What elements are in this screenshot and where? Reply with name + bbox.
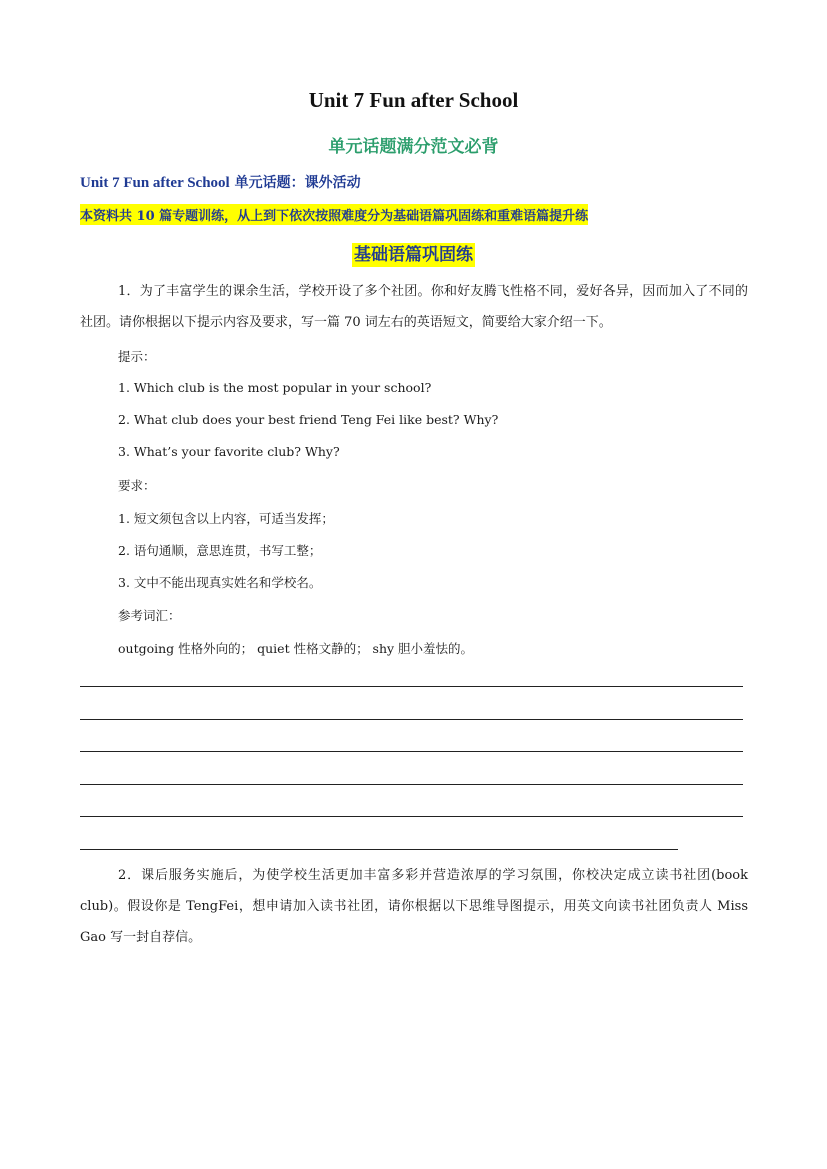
answer-line: [80, 784, 743, 785]
task1-intro: 1．为了丰富学生的课余生活，学校开设了多个社团。你和好友腾飞性格不同，爱好各异，因而加入了不同的社团。请你根据以下提示内容及要求，写一篇 70 词左右的英语短文，简要给大家介绍一下。: [80, 284, 748, 330]
page-title: Unit 7 Fun after School: [308, 88, 519, 112]
task2-intro: 2．课后服务实施后，为使学校生活更加丰富多彩并营造浓厚的学习氛围，你校决定成立读书社团(book club)。假设你是 TengFei，想申请加入读书社团，请你根据以下思维导图提示，用英文向读书社团负责人 Miss Gao 写一封自荐信。: [80, 868, 748, 945]
page-subtitle: 单元话题满分范文必背: [328, 137, 499, 157]
unit-topic-en: Unit 7 Fun after School: [80, 175, 230, 191]
hint-item: 2. What club does your best friend Teng Fei like best? Why?: [118, 412, 499, 427]
answer-line: [80, 816, 743, 817]
requirements-label: 要求：: [118, 478, 156, 493]
vocab-list: outgoing 性格外向的； quiet 性格文静的； shy 胆小羞怯的。: [118, 641, 474, 656]
answer-line: [80, 719, 743, 720]
requirement-item: 2. 语句通顺，意思连贯，书写工整；: [118, 543, 322, 558]
requirement-item: 1. 短文须包含以上内容，可适当发挥；: [118, 511, 334, 526]
hint-item: 1. Which club is the most popular in your school?: [118, 380, 432, 395]
answer-line: [80, 686, 743, 687]
answer-line: [80, 751, 743, 752]
unit-topic-cn: 单元话题：课外活动: [229, 175, 361, 191]
hints-label: 提示：: [118, 349, 156, 364]
requirement-item: 3. 文中不能出现真实姓名和学校名。: [118, 575, 322, 590]
hint-item: 3. What’s your favorite club? Why?: [118, 444, 340, 459]
unit-topic: [80, 172, 361, 192]
answer-line: [80, 849, 678, 850]
section-heading: [0, 240, 827, 265]
section-heading-text: 基础语篇巩固练: [354, 245, 473, 265]
resource-notice: 本资料共 10 篇专题训练，从上到下依次按照难度分为基础语篇巩固练和重难语篇提升练: [80, 204, 588, 225]
vocab-label: 参考词汇：: [118, 608, 181, 623]
